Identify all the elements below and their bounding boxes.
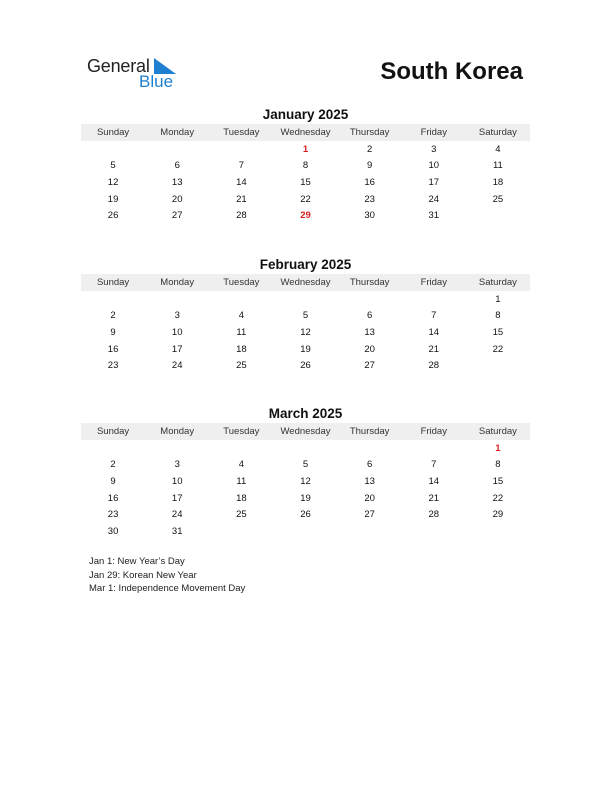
day-cell: 4 bbox=[495, 143, 501, 155]
day-cell: 21 bbox=[236, 193, 247, 205]
weekday-header bbox=[81, 274, 530, 291]
day-cell: 29 bbox=[300, 210, 311, 222]
day-cell: 11 bbox=[236, 475, 247, 487]
day-cell: 11 bbox=[236, 326, 247, 338]
day-cell: 14 bbox=[236, 176, 247, 188]
day-cell: 6 bbox=[174, 160, 180, 172]
week-row bbox=[81, 174, 530, 191]
day-cell: 23 bbox=[107, 509, 119, 521]
day-cell: 12 bbox=[107, 176, 119, 188]
day-cell: 15 bbox=[300, 176, 311, 188]
day-cell: 21 bbox=[428, 492, 440, 504]
weekday-label: Monday bbox=[160, 426, 195, 437]
day-cell: 3 bbox=[174, 310, 180, 322]
weekday-label: Sunday bbox=[96, 426, 130, 437]
day-cell: 5 bbox=[302, 459, 309, 471]
day-cell: 1 bbox=[495, 442, 501, 454]
day-cell: 20 bbox=[171, 193, 183, 205]
day-cell: 9 bbox=[366, 160, 373, 172]
day-cell: 15 bbox=[492, 326, 504, 338]
day-cell: 28 bbox=[428, 509, 440, 521]
day-cell: 4 bbox=[238, 310, 244, 322]
day-cell: 22 bbox=[492, 492, 504, 504]
day-cell: 30 bbox=[107, 525, 119, 537]
day-cell: 21 bbox=[428, 343, 440, 355]
day-cell: 9 bbox=[110, 475, 116, 487]
day-cell: 19 bbox=[300, 492, 311, 504]
weekday-label: Sunday bbox=[96, 277, 130, 288]
day-cell: 19 bbox=[300, 343, 311, 355]
day-cell: 27 bbox=[171, 210, 183, 222]
day-cell: 24 bbox=[171, 360, 183, 372]
weekday-label: Monday bbox=[160, 277, 195, 288]
day-cell: 10 bbox=[428, 160, 440, 172]
week-row bbox=[81, 457, 530, 474]
week-row bbox=[81, 523, 530, 540]
day-cell: 20 bbox=[364, 343, 375, 355]
day-cell: 8 bbox=[302, 160, 309, 172]
day-cell: 22 bbox=[300, 193, 311, 205]
day-cell: 6 bbox=[366, 310, 373, 322]
day-cell: 19 bbox=[107, 193, 119, 205]
day-cell: 24 bbox=[428, 193, 440, 205]
weekday-header bbox=[81, 124, 530, 141]
weekday-label: Tuesday bbox=[223, 127, 260, 138]
weekday-label: Wednesday bbox=[280, 277, 331, 288]
day-cell: 16 bbox=[107, 343, 119, 355]
weekday-label: Wednesday bbox=[280, 127, 331, 138]
weekday-label: Sunday bbox=[96, 127, 130, 138]
day-cell: 23 bbox=[364, 193, 375, 205]
week-row bbox=[81, 158, 530, 175]
day-cell: 28 bbox=[428, 360, 440, 372]
week-row bbox=[81, 207, 530, 224]
generalblue-logo bbox=[87, 55, 187, 95]
day-cell: 26 bbox=[300, 509, 311, 521]
day-cell: 31 bbox=[428, 210, 440, 222]
week-row bbox=[81, 324, 530, 341]
weekday-header bbox=[81, 423, 530, 440]
day-cell: 25 bbox=[236, 509, 247, 521]
day-cell: 29 bbox=[492, 509, 504, 521]
weekday-label: Thursday bbox=[349, 277, 390, 288]
day-cell: 17 bbox=[171, 343, 183, 355]
day-cell: 12 bbox=[300, 475, 311, 487]
weekday-label: Friday bbox=[420, 127, 447, 138]
weekday-label: Monday bbox=[160, 127, 195, 138]
day-cell: 18 bbox=[492, 176, 504, 188]
holiday-notes bbox=[89, 555, 245, 596]
week-row bbox=[81, 308, 530, 325]
day-cell: 16 bbox=[364, 176, 375, 188]
day-cell: 13 bbox=[364, 326, 375, 338]
weekday-label: Saturday bbox=[478, 426, 517, 437]
day-cell: 28 bbox=[236, 210, 247, 222]
day-cell: 18 bbox=[236, 343, 247, 355]
week-row bbox=[81, 357, 530, 374]
month-title: January 2025 bbox=[262, 107, 349, 122]
weekday-label: Thursday bbox=[349, 426, 390, 437]
week-row bbox=[81, 291, 530, 308]
weekday-label: Tuesday bbox=[223, 277, 260, 288]
day-cell: 6 bbox=[366, 459, 373, 471]
day-cell: 2 bbox=[110, 459, 116, 471]
country-title: South Korea bbox=[380, 58, 523, 85]
month-january bbox=[81, 106, 530, 224]
month-february bbox=[81, 256, 530, 374]
logo-text-blue: Blue bbox=[139, 72, 174, 91]
month-march bbox=[81, 405, 530, 540]
weekday-label: Tuesday bbox=[223, 426, 260, 437]
day-cell: 22 bbox=[492, 343, 504, 355]
day-cell: 30 bbox=[364, 210, 375, 222]
day-cell: 7 bbox=[431, 310, 437, 322]
day-cell: 8 bbox=[495, 310, 501, 322]
day-cell: 3 bbox=[431, 143, 437, 155]
day-cell: 17 bbox=[171, 492, 183, 504]
day-cell: 13 bbox=[364, 475, 375, 487]
weekday-label: Thursday bbox=[349, 127, 390, 138]
day-cell: 15 bbox=[492, 475, 504, 487]
month-title: February 2025 bbox=[259, 257, 352, 272]
day-cell: 27 bbox=[364, 509, 375, 521]
weekday-label: Saturday bbox=[478, 277, 517, 288]
holiday-note: Jan 1: New Year’s Day bbox=[89, 556, 185, 567]
week-row bbox=[81, 440, 530, 457]
day-cell: 26 bbox=[107, 210, 119, 222]
holiday-note: Jan 29: Korean New Year bbox=[89, 569, 197, 581]
week-row bbox=[81, 191, 530, 208]
day-cell: 16 bbox=[107, 492, 119, 504]
week-row bbox=[81, 490, 530, 507]
weekday-label: Friday bbox=[420, 277, 447, 288]
day-cell: 7 bbox=[431, 459, 437, 471]
day-cell: 26 bbox=[300, 360, 311, 372]
week-row bbox=[81, 473, 530, 490]
day-cell: 14 bbox=[428, 475, 440, 487]
day-cell: 1 bbox=[495, 293, 501, 305]
day-cell: 31 bbox=[171, 525, 183, 537]
day-cell: 1 bbox=[302, 143, 309, 155]
day-cell: 18 bbox=[236, 492, 247, 504]
day-cell: 9 bbox=[110, 326, 116, 338]
day-cell: 5 bbox=[110, 160, 116, 172]
day-cell: 25 bbox=[492, 193, 504, 205]
day-cell: 5 bbox=[302, 310, 309, 322]
day-cell: 27 bbox=[364, 360, 375, 372]
day-cell: 3 bbox=[174, 459, 180, 471]
holiday-note: Mar 1: Independence Movement Day bbox=[89, 583, 246, 594]
day-cell: 13 bbox=[171, 176, 183, 188]
day-cell: 14 bbox=[428, 326, 440, 338]
day-cell: 17 bbox=[428, 176, 440, 188]
day-cell: 4 bbox=[238, 459, 244, 471]
weekday-label: Friday bbox=[420, 426, 447, 437]
week-row bbox=[81, 341, 530, 358]
week-row bbox=[81, 141, 530, 158]
day-cell: 25 bbox=[236, 360, 247, 372]
day-cell: 10 bbox=[171, 326, 183, 338]
day-cell: 12 bbox=[300, 326, 311, 338]
day-cell: 8 bbox=[495, 459, 501, 471]
day-cell: 2 bbox=[110, 310, 116, 322]
weekday-label: Saturday bbox=[478, 127, 517, 138]
day-cell: 2 bbox=[366, 143, 373, 155]
weekday-label: Wednesday bbox=[280, 426, 331, 437]
day-cell: 11 bbox=[492, 160, 503, 172]
day-cell: 7 bbox=[238, 160, 244, 172]
logo-text-general: General bbox=[87, 56, 150, 76]
week-row bbox=[81, 506, 530, 523]
day-cell: 24 bbox=[171, 509, 183, 521]
month-title: March 2025 bbox=[268, 406, 343, 421]
day-cell: 20 bbox=[364, 492, 375, 504]
day-cell: 10 bbox=[171, 475, 183, 487]
day-cell: 23 bbox=[107, 360, 119, 372]
